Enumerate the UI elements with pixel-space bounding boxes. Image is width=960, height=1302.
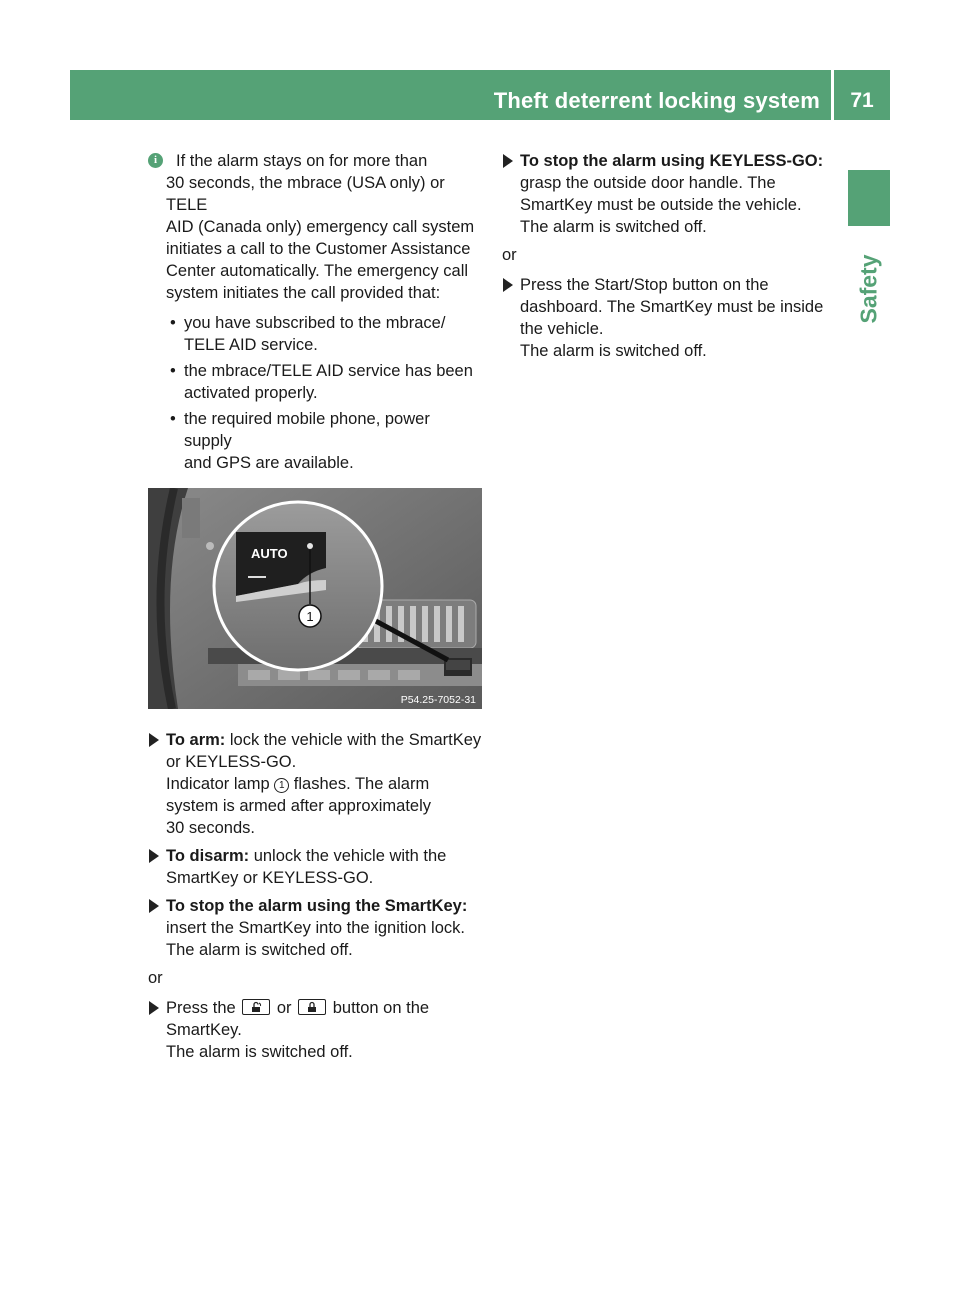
bullet-icon: • [170, 314, 176, 332]
step-label: To arm: [166, 731, 226, 749]
dashboard-illustration [148, 488, 482, 709]
step-label: To stop the alarm using the SmartKey: [166, 897, 468, 915]
side-tab-marker [848, 170, 890, 226]
step-text: SmartKey or KEYLESS-GO. [166, 869, 374, 887]
condition-list [166, 312, 482, 474]
dashboard-figure [148, 488, 482, 709]
list-item-text: you have subscribed to the mbrace/ [184, 314, 446, 332]
step-arrow-icon [502, 153, 514, 169]
step-text: The alarm is switched off. [166, 941, 353, 959]
info-note [148, 150, 482, 474]
step-label: To stop the alarm using KEYLESS-GO: [520, 152, 824, 170]
step-text: flashes. The alarm [289, 775, 430, 793]
info-line: AID (Canada only) emergency call system [166, 218, 475, 236]
step-text: 30 seconds. [166, 819, 255, 837]
side-tab [848, 234, 890, 344]
info-line: If the alarm stays on for more than [176, 152, 428, 170]
right-column [502, 150, 832, 368]
step-text: insert the SmartKey into the ignition lock. [166, 919, 465, 937]
list-item-text: the required mobile phone, power supply [184, 410, 430, 450]
step-text: The alarm is switched off. [520, 342, 707, 360]
info-line: Center automatically. The emergency call [166, 262, 469, 280]
figure-callout-label: 1 [306, 609, 314, 624]
list-item-text: the mbrace/TELE AID service has been [184, 362, 473, 380]
bullet-icon: • [170, 362, 176, 380]
step-text: system is armed after approximately [166, 797, 432, 815]
step-text: or KEYLESS-GO. [166, 753, 297, 771]
step-press-start-stop [502, 274, 832, 362]
or-separator: or [502, 246, 517, 264]
step-text: Indicator lamp [166, 775, 275, 793]
step-text: the vehicle. [520, 320, 604, 338]
info-icon: i [148, 153, 163, 168]
step-arrow-icon [148, 898, 160, 914]
step-stop-smartkey [148, 895, 482, 961]
info-line: initiates a call to the Customer Assistance [166, 240, 471, 258]
step-label: To disarm: [166, 847, 250, 865]
step-text: dashboard. The SmartKey must be inside [520, 298, 824, 316]
lock-icon [298, 999, 326, 1015]
section-title: Theft deterrent locking system [493, 88, 820, 113]
step-text: SmartKey. [166, 1021, 242, 1039]
step-arrow-icon [502, 277, 514, 293]
step-text: unlock the vehicle with the [249, 847, 447, 865]
step-text: SmartKey must be outside the vehicle. [520, 196, 802, 214]
step-text: or [272, 999, 297, 1017]
callout-icon: 1 [274, 778, 289, 793]
list-item-text: and GPS are available. [184, 454, 354, 472]
step-text: button on the [328, 999, 430, 1017]
list-item-text: TELE AID service. [184, 336, 318, 354]
step-text: grasp the outside door handle. The [520, 174, 776, 192]
page-number: 71 [850, 89, 874, 112]
auto-button-label: AUTO [251, 546, 288, 561]
step-arrow-icon [148, 848, 160, 864]
step-text: The alarm is switched off. [166, 1043, 353, 1061]
list-item-text: activated properly. [184, 384, 318, 402]
step-text: The alarm is switched off. [520, 218, 707, 236]
unlock-icon [242, 999, 270, 1015]
step-disarm [148, 845, 482, 889]
side-tab-label: Safety [855, 254, 882, 324]
step-arm [148, 729, 482, 839]
left-column [148, 150, 482, 1069]
info-line: system initiates the call provided that: [166, 284, 441, 302]
step-stop-keyless-go [502, 150, 832, 238]
or-separator: or [148, 969, 163, 987]
step-text: Press the Start/Stop button on the [520, 276, 769, 294]
list-item [166, 408, 482, 474]
step-press-key-button [148, 997, 482, 1063]
info-line: 30 seconds, the mbrace (USA only) or TELE [166, 174, 445, 214]
step-arrow-icon [148, 732, 160, 748]
step-text: Press the [166, 999, 241, 1017]
step-text: lock the vehicle with the SmartKey [225, 731, 482, 749]
list-item [166, 312, 482, 356]
list-item [166, 360, 482, 404]
figure-code: P54.25-7052-31 [400, 694, 476, 706]
step-arrow-icon [148, 1000, 160, 1016]
bullet-icon: • [170, 410, 176, 428]
